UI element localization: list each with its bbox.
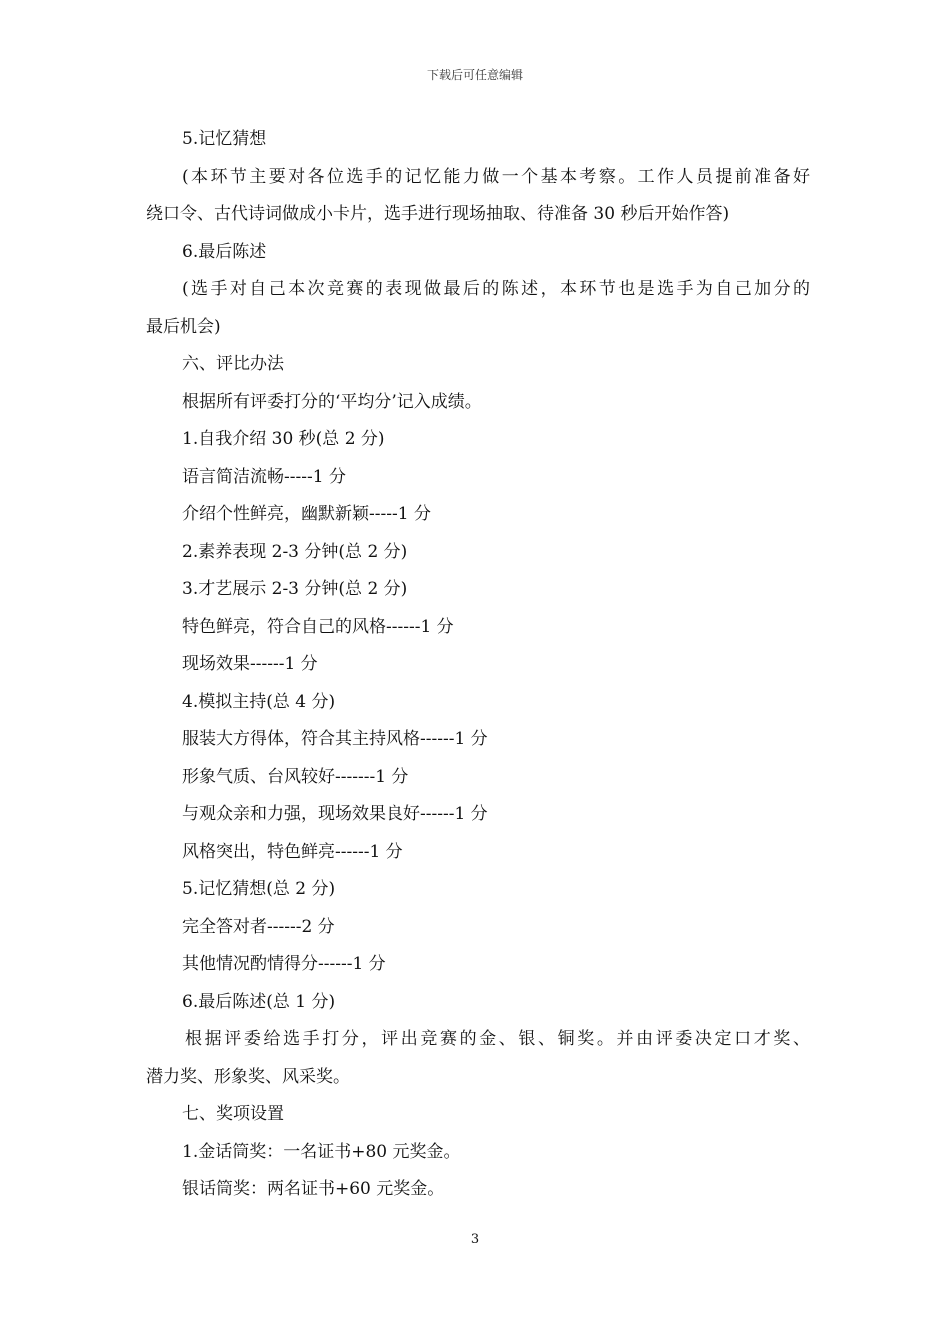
section-heading-awards: 七、奖项设置 <box>182 1104 284 1124</box>
list-item-literacy: 2.素养表现 2-3 分钟(总 2 分) <box>182 541 408 562</box>
page-header: 下载后可任意编辑 <box>426 68 523 82</box>
paragraph-final-desc-line-1: (选手对自己本次竞赛的表现做最后的陈述，本环节也是选手为自己加分的 <box>182 279 810 299</box>
paragraph-evaluation-intro: 根据所有评委打分的‘平均分’记入成绩。 <box>182 391 482 412</box>
list-item-personality: 介绍个性鲜亮，幽默新颖-----1 分 <box>182 504 431 524</box>
list-item-style: 风格突出，特色鲜亮------1 分 <box>182 841 403 862</box>
list-item-talent-style: 特色鲜亮，符合自己的风格------1 分 <box>182 616 454 637</box>
paragraph-awards-desc-line-2: 潜力奖、形象奖、风采奖。 <box>146 1066 350 1087</box>
list-item-memory-score: 5.记忆猜想(总 2 分) <box>182 879 336 899</box>
paragraph-awards-desc-line-1: 根据评委给选手打分，评出竞赛的金、银、铜奖。并由评委决定口才奖、 <box>185 1029 810 1049</box>
list-item-audience: 与观众亲和力强，现场效果良好------1 分 <box>182 804 488 824</box>
paragraph-memory-desc-line-1: (本环节主要对各位选手的记忆能力做一个基本考察。工作人员提前准备好 <box>182 166 810 187</box>
section-heading-evaluation: 六、评比办法 <box>182 354 284 374</box>
document-body <box>146 121 810 1209</box>
list-item-silver-award: 银话筒奖：两名证书+60 元奖金。 <box>182 1179 445 1199</box>
list-item-talent-effect: 现场效果------1 分 <box>182 654 318 674</box>
heading-memory-guess: 5.记忆猜想 <box>182 129 267 149</box>
paragraph-memory-desc-line-2: 绕口令、古代诗词做成小卡片，选手进行现场抽取、待准备 30 秒后开始作答) <box>146 204 730 224</box>
list-item-gold-award: 1.金话筒奖：一名证书+80 元奖金。 <box>182 1141 461 1162</box>
paragraph-final-desc-line-2: 最后机会) <box>146 316 221 337</box>
page-number: 3 <box>470 1232 480 1247</box>
list-item-image: 形象气质、台风较好-------1 分 <box>182 766 409 787</box>
list-item-costume: 服装大方得体，符合其主持风格------1 分 <box>182 729 488 749</box>
list-item-self-intro: 1.自我介绍 30 秒(总 2 分) <box>182 429 385 449</box>
list-item-all-correct: 完全答对者------2 分 <box>182 916 335 937</box>
heading-final-statement: 6.最后陈述 <box>182 241 267 262</box>
list-item-mock-host: 4.模拟主持(总 4 分) <box>182 691 336 712</box>
list-item-talent: 3.才艺展示 2-3 分钟(总 2 分) <box>182 579 408 599</box>
list-item-final-statement-score: 6.最后陈述(总 1 分) <box>182 991 336 1012</box>
list-item-language: 语言简洁流畅-----1 分 <box>182 466 346 487</box>
list-item-other-cases: 其他情况酌情得分------1 分 <box>182 954 386 974</box>
